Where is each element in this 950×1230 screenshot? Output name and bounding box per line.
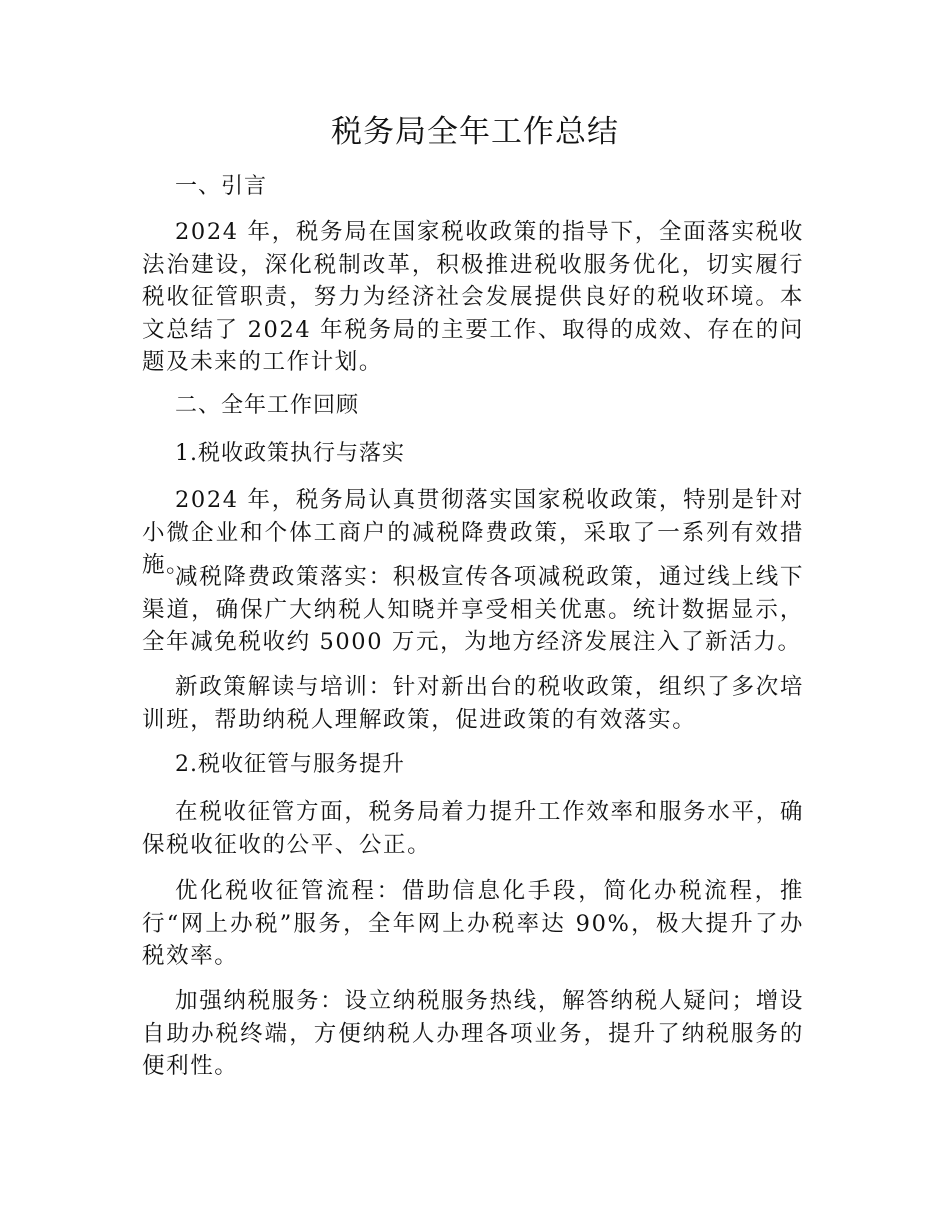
section-heading-annual-review: 二、全年工作回顾 xyxy=(175,393,360,418)
paragraph-process-optimization: 优化税收征管流程：借助信息化手段，简化办税流程，推行“网上办税”服务，全年网上办税率达 90%，极大提升了办税效率。 xyxy=(142,878,804,969)
document-title: 税务局全年工作总结 xyxy=(331,114,619,150)
paragraph-taxpayer-service: 加强纳税服务：设立纳税服务热线，解答纳税人疑问；增设自助办税终端，方便纳税人办理各项业务，提升了纳税服务的便利性。 xyxy=(142,988,804,1079)
subsection-heading-collection-service: 2.税收征管与服务提升 xyxy=(175,752,405,777)
paragraph-tax-reduction: 减税降费政策落实：积极宣传各项减税政策，通过线上线下渠道，确保广大纳税人知晓并享受相关优惠。统计数据显示，全年减免税收约 5000 万元，为地方经济发展注入了新活力。 xyxy=(142,564,804,655)
paragraph-introduction: 2024 年，税务局在国家税收政策的指导下，全面落实税收法治建设，深化税制改革，积极推进税收服务优化，切实履行税收征管职责，努力为经济社会发展提供良好的税收环境。本文总结了 2024 年税务局的主要工作、取得的成效、存在的问题及未来的工作计划。 xyxy=(142,219,804,375)
subsection-heading-policy-implementation: 1.税收政策执行与落实 xyxy=(175,441,405,466)
paragraph-policy-overview: 2024 年，税务局认真贯彻落实国家税收政策，特别是针对小微企业和个体工商户的减税降费政策，采取了一系列有效措施。 xyxy=(142,487,804,578)
paragraph-policy-training: 新政策解读与培训：针对新出台的税收政策，组织了多次培训班，帮助纳税人理解政策，促进政策的有效落实。 xyxy=(142,674,804,733)
section-heading-introduction: 一、引言 xyxy=(175,174,268,199)
paragraph-collection-overview: 在税收征管方面，税务局着力提升工作效率和服务水平，确保税收征收的公平、公正。 xyxy=(142,799,804,858)
